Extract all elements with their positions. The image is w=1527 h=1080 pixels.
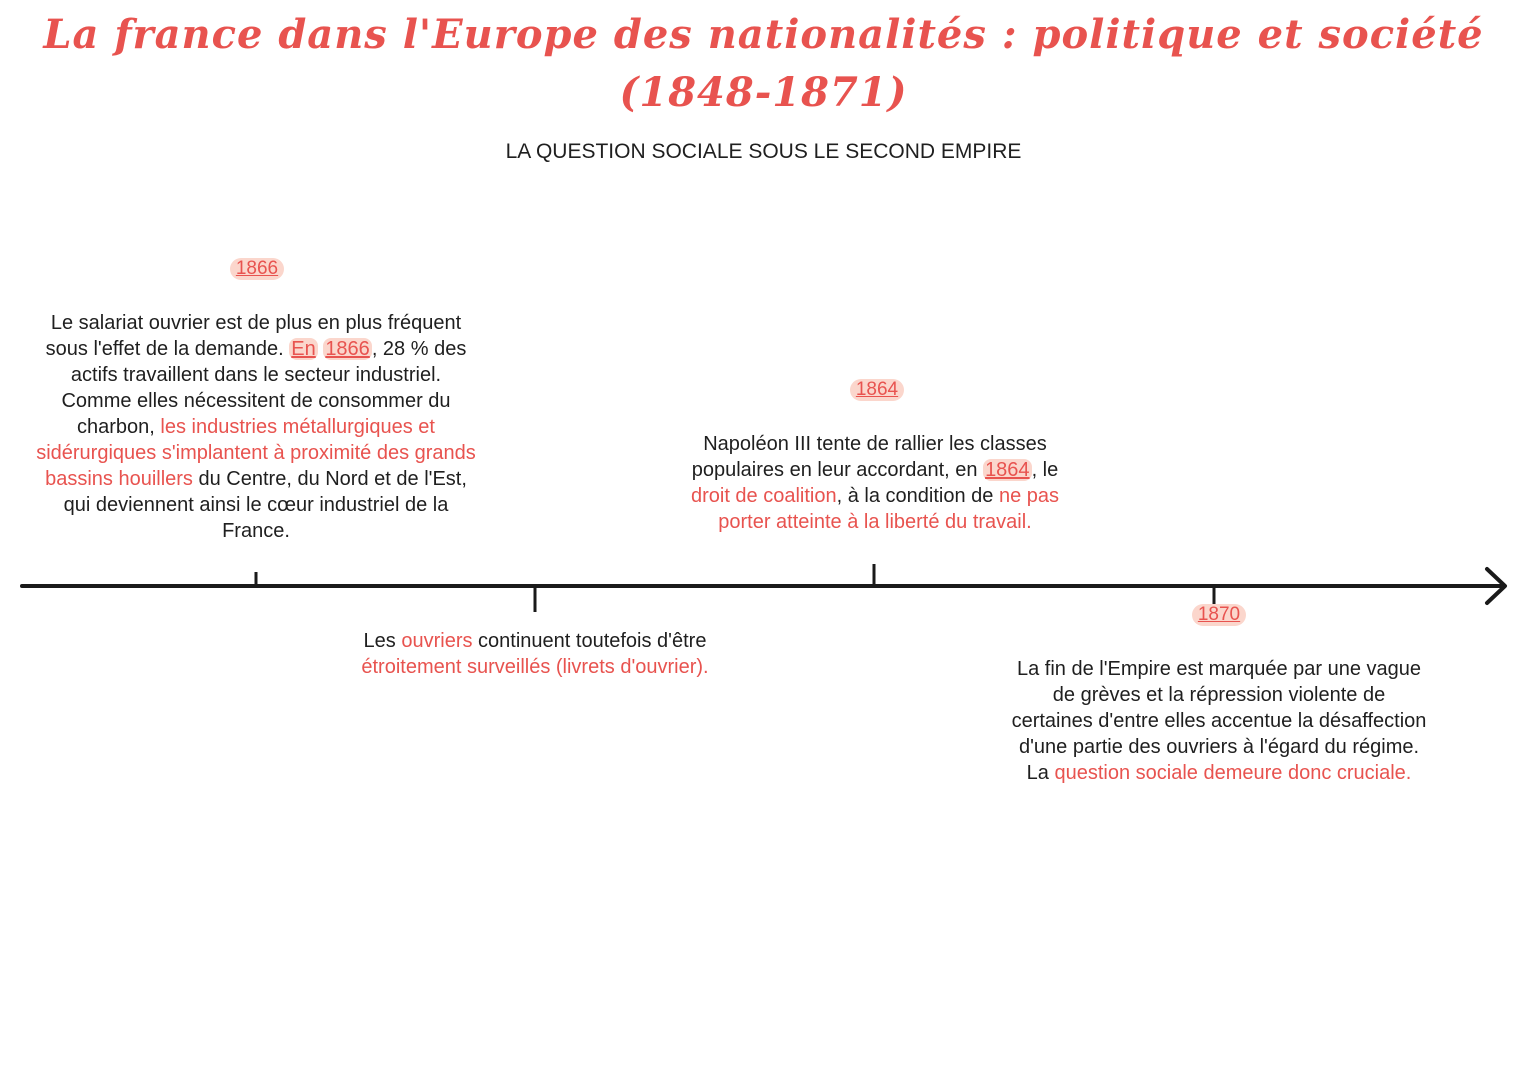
event-1866-part3: 1866 — [325, 338, 370, 360]
event-1864-part6: ne pas porter atteinte à la liberté du travail. — [718, 485, 1060, 533]
event-1864-part4: droit de coalition — [690, 485, 837, 507]
event-text-1864 — [675, 431, 1075, 535]
event-1870-part1: La fin de l'Empire est marquée par une vague de grèves et la répression violente de certaines d'entre elles accentue la désaffection d'une partie des ouvriers à l'égard du régime. La — [1011, 658, 1427, 784]
surveillance-part1: Les — [363, 630, 402, 652]
event-1864-part3: , le — [1031, 459, 1059, 481]
surveillance-part4: étroitement surveillés (livrets d'ouvrier). — [361, 656, 709, 678]
page-title — [0, 6, 1527, 122]
event-text-1866 — [36, 310, 476, 544]
event-text-1870 — [1010, 656, 1428, 786]
timeline-axis — [0, 560, 1527, 620]
date-badge-1864: 1864 — [850, 379, 904, 401]
event-1864-part1: Napoléon III tente de rallier les classes populaires en leur accordant, en — [691, 433, 1047, 481]
event-1864-part5: , à la condition de — [836, 485, 999, 507]
date-badge-1866: 1866 — [230, 258, 284, 280]
event-text-surveillance — [355, 628, 715, 680]
page-subtitle: LA QUESTION SOCIALE SOUS LE SECOND EMPIRE — [505, 140, 1022, 163]
event-1866-part4: , 28 % des actifs travaillent dans le secteur industriel. Comme elles nécessitent de consommer du charbon, — [61, 338, 467, 438]
event-1870-part2: question sociale demeure donc cruciale. — [1054, 762, 1412, 784]
event-1866-part5: les industries métallurgiques et sidérurgiques s'implantent à proximité des grands bassins houillers — [36, 416, 476, 490]
page-title-line1: La france dans l'Europe des nationalités : politique et société — [43, 11, 1484, 58]
surveillance-part3: continuent toutefois d'être — [472, 630, 707, 652]
event-1866-part1: Le salariat ouvrier est de plus en plus fréquent sous l'effet de la demande. — [45, 312, 462, 360]
event-1866-part2: En — [291, 338, 316, 360]
event-1864-part2: 1864 — [985, 459, 1030, 481]
surveillance-part2: ouvriers — [401, 630, 473, 652]
page-title-line2: (1848-1871) — [619, 69, 908, 116]
date-badge-1870: 1870 — [1192, 604, 1246, 626]
event-1866-part6: du Centre, du Nord et de l'Est, qui deviennent ainsi le cœur industriel de la France. — [63, 468, 467, 542]
